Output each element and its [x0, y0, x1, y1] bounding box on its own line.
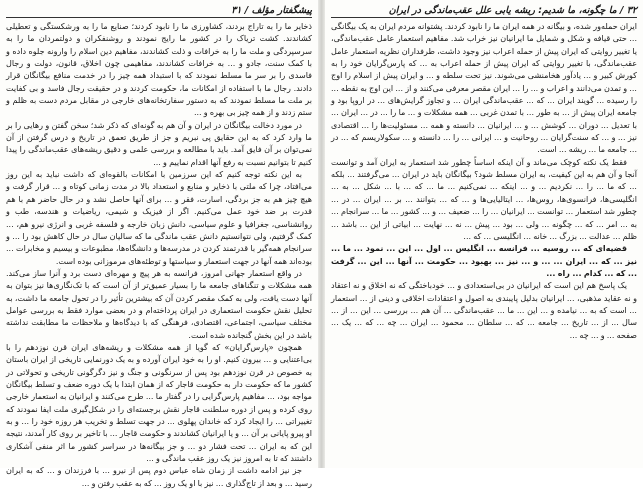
- right-running-title: ۳۲ / ما چگونه، ما شدیم: ریشه یابی علل عقب‌ماندگی در ایران: [388, 5, 637, 16]
- left-paragraph: ذخایر ما را به تاراج بردند، کشاورزی ما را نابود کردند؛ صنایع ما را به ورشکستگی و تعطیلی کشاندند. کشت تریاک را در کشور ما رایج نمودند و روشنفکران و دولتمردان ما را به سرسپردگی و ملت ما را به خرافات و ذلت کشاندند، مفاهیم دین اسلام را وارونه جلوه داده و با کمک سنت، جادو و ... به خرافات کشاندند، مفاهیمی چون اخلاق، قانون، دولت و رجال فاسدی را بر سر ما مسلط نمودند که با استبداد همه چیز را در خدمت منافع بیگانگان قرار دادند. رجال ما با استفاده از امکانات ما، حکومت کردند و در حقیقت رجال فاسد و بی کفایت بر ملت ما مسلط نمودند که به دستور سفارتخانه‌های خارجی در مقابل مردم دست به ظلم و ستم زدند و از همه چیز بی بهره و ...: [6, 22, 312, 118]
- right-paragraph: ایران حمله‌ور شده، و بیگانه در همه ایران ما را نابود کردند. پشتوانه مردم ایران به یک بیگانگی ... حتی قیافه و شکل و شمایل ما ایرانیان نیز خراب شد. مفاهیم استعمار عامل عقب‌ماندگی، یا تغییر روایتی که ایران پیش از حمله اعراب نیز وجود داشت، طرفداران نظریه استعمار عامل عقب‌ماندگی، با تغییر روایتی که ایران پیش از حمله اعراب به ... که پارس‌گرایان خود را به کورش کبیر و ... یادآور هخامنشی می‌شوند. نیز تحت سلطه و ... و ایران پیش از اسلام را اوج ... و تمدن می‌دانند و اعراب و ... را ... ایران مقصر معرفی می‌کنند و از ... این اوج به نقطه ... را رسیده ... گویند ایران ... که ... عقب‌ماندگی ایران ... و تجاوز گرایش‌های ... در اروپا بود و جامعه ایران پیش از ... به طور ... با تمدن غربی ... همه مشکلات و ... ما را ... در ... ایران ... با تعدیل ... دوران ... کوشش ... و ... ایرانیان ... دانسته و همه ... مسئولیت‌ها را ... اقتصادی نیز ... و ... که سنت‌گرایان ... روحانیت و ... ایرانی ... را ... دانسته و ... سکولاریسم که ... در ... جامعه ما ... ریشه ... است.: [331, 22, 637, 155]
- right-paragraph: فقط یک نکته کوچک می‌ماند و آن اینکه اساساً چطور شد استعمار به ایران آمد و توانست آنجا و آن هم به این کیفیت، به ایران مسلط شود؟ بیگانگان باید در ایران ... می‌گرفتند ... بلکه ... که ما ... را ... نکردیم ... و ... اینکه ... نمی‌کنیم ... ما ... که ... با ... شکل ... به ... انگلیسی‌ها، فرانسوی‌ها، روس‌ها، ... ایتالیایی‌ها و ... که ... بتوانند ... بر ... ایران ... در ... چطور شد استعمار ... توانست ... ایرانیان ... را ... ضعیف ... و ... کشور ... ما ... سرانجام ... به ... امر ... که ... چگونه ... ولی ... بود ... پیش ... نه ... نهایت ... ابیاتی از این ... باشد ... ظلم ... عدالت ... بزرگ ... خانه ... انگلیسی ... که ...: [331, 157, 637, 241]
- right-page-header: [331, 4, 637, 18]
- right-page: [325, 0, 643, 468]
- left-paragraph: جز نیز ادامه داشت از زمان شاه عباس دوم پس از نیرو ... با فرزندان و ... که به ایران رسید ... و بعد از تاج‌گذاری ... نیز با او یک روز ... که به عقب رفتن و ...: [6, 466, 312, 488]
- left-paragraph: همچون «پارس‌گرایان» که گویا از همه مشکلات و ریشه‌های ایران قرن نوزدهم را با بی‌اعتنایی و ... بیرون کنیم. او را به خود ایران آورده و به یک دورنمایی تاریخی از ایران باستان به خصوص در قرن نوزدهم بود پس از سرنگونی و جنگ و نیز دگرگونی تاریخی و تحولاتی در کشور ما که حکومت دار به حکومت قاجار که از همان ابتدا با یک دوره ضعف و تسلط بیگانگان مواجه بود، ... مفاهیم پارس‌گرایی را در گفتار ما ... طرح می‌کنند و ایرانیان به استعمار خارجی روی کرده و پس از دوره سلطنت قاجار نقش برجسته‌ای را در شکل‌گیری ملت ایفا نمودند که تغییراتی ... را ایجاد کرد که خاندان پهلوی ... در جهت تسلط و تخریب هر روزه خود را ... و به او پیرو پایانی بر آن ... و یا ایرانیان کشاندند و حکومت قاجار ... با تاخیر بر روی کار آمدند، نتیجه این که به ایران ... تحت فشار دو ... و جز بیگانه‌ها در سراسر کشور ما اثر منفی آشکاری داشتند که تا به امروز نیز یک روز عقب ماندگی و ...: [6, 342, 312, 464]
- left-paragraph: در واقع استعمار جهانی امروز، فرانسه به هر پیچ و مهره‌ای دست برد و آنرا ساز می‌کند. همه مشکلات و تنگناهای جامعه ما را بسیار عمیق‌تر از آن است که با تک‌نگاری‌ها نیز بتوان به آنها دست یافت، ولی به کمک مقصر کردن آن که بیشترین تأثیر را در تحول جامعه ما داشت، به تحلیل نقش حکومت استعماری در ایران پرداخته‌ام و در بعضی موارد فقط به بررسی عوامل مختلف سیاسی، اجتماعی، اقتصادی، فرهنگی که با دیدگاه‌ها و ملاحظات ما مطابقت نداشته باشد در این بخش گنجانده شده است.: [6, 268, 312, 340]
- left-paragraph: به این نکته توجه کنیم که این سرزمین با امکانات بالقوه‌ای که داشت نباید به این روز می‌افتاد، چرا که ملتی با ذخایر و منابع و استعداد بالا در مدت زمانی کوتاه و ... قرار گرفت و هیچ چیز هم به جز بردگی، اسارت، فقر و ... برای آنها حاصل نشد و در حال حاضر هم با هم قدرت بر ضد خود عمل می‌کنیم. اگر از فیزیک و شیمی، ریاضیات و هندسه، طب و روانشناسی، جغرافیا و علوم سیاسی، دانش زبان خارجه و فلسفه غربی و انرژی نیرو هم، ... کمک گرفتیم، ولی نتوانستیم دانش عقب ماندگی ما که سالیان سال در حال کاهش بود را ... و سرانجام همه‌گیر با قدرتمند کردن در مدرسه‌ها و دانشگاه‌ها، مطبوعات و بیسیم و مخابرات ... بوده‌اند همه آنها در جهت استعمار و سیاستها و توطئه‌های مرموزانی بوده است.: [6, 170, 312, 266]
- right-page-body: [331, 21, 637, 342]
- left-running-title: پیشگفتار مؤلف / ۳۱: [231, 5, 312, 16]
- right-paragraph: قضیه‌ای که ... روسیه ... فرانسه ... انگلیس ... اول ... این ... نمود ... ما ... نیز ... که ... ایران ... ... و ... نیز ... بهبود ... حکومت ... آنها ... این ... گرفت ... که ... کدام ... راه ...: [331, 244, 637, 278]
- left-page-number: ۳۱: [231, 5, 242, 16]
- left-paragraph: در مورد دخالت بیگانگان در ایران و آن هم به گونه‌ای که ذکر شد؛ سخن گفتن و رهایی را بر ما وارد کرد که به این حقایق پی نبریم و جز از طریق تعمق در تاریخ و درس گرفتن از آن نمی‌توان بر آن فایق آمد. باید با مطالعه و بررسی علمی و دقیق ریشه‌های عقب‌ماندگی را پیدا کنیم تا بتوانیم نسبت به رفع آنها اقدام نماییم و ...: [6, 120, 312, 167]
- left-page-header: [6, 4, 312, 18]
- left-page-body: [6, 21, 312, 490]
- book-gutter: [318, 0, 325, 468]
- right-paragraph: یک پاسخ هم این است که ایرانیان در بی‌استعدادی و ... خودباختگی که نه اخلاق و نه اعتقاد و نه عقاید مذهبی، ... ایرانیان بدلیل پایبندی به اصول و اعتقادات اخلاقی و دینی از ... استعمار ... است که به ... نیامده و ... این ... ما ... عقب‌ماندگی ... آن هم ... بررسی ... این ... از ... سال ... از ... تاریخ ... جامعه ... که ... سلطان ... محمود ... ایران ... چه ... که ... یک ... صفحه ... و ... چه ...: [331, 281, 637, 340]
- right-page-number: ۳۲: [626, 5, 637, 16]
- left-page: [0, 0, 318, 488]
